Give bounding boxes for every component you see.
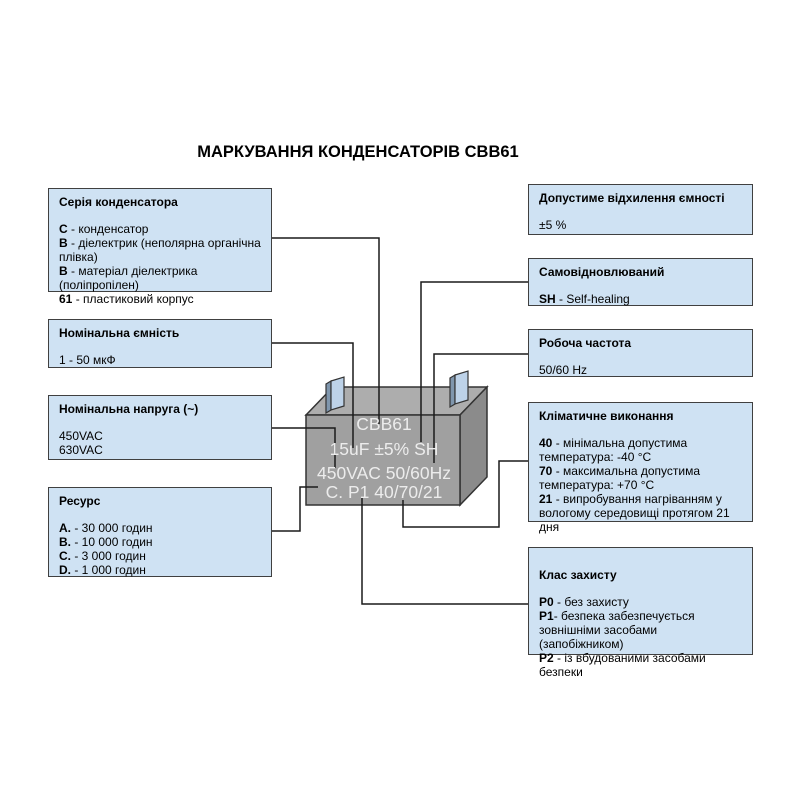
box-header: Номінальна ємність xyxy=(59,326,180,340)
box-line: 630VAC xyxy=(59,443,103,457)
box-line: P0 - без захисту xyxy=(539,595,629,609)
box-line: 50/60 Hz xyxy=(539,363,588,377)
box-line: P2 - із вбудованими засобами безпеки xyxy=(539,651,706,679)
box-header: Кліматичне виконання xyxy=(539,409,674,423)
box-line: C - конденсатор xyxy=(59,222,149,236)
box-header: Самовідновлюваний xyxy=(539,265,665,279)
box-items xyxy=(539,436,742,534)
page-title: МАРКУВАННЯ КОНДЕНСАТОРІВ CBB61 xyxy=(197,143,519,161)
terminal-right-side-icon xyxy=(450,375,455,407)
label-box-voltage xyxy=(48,395,272,460)
box-line: B - матеріал діелектрика (поліпропілен) xyxy=(59,264,198,292)
box-line: C. - 3 000 годин xyxy=(59,549,146,563)
marking-line-4: C. P1 40/70/21 xyxy=(325,482,443,502)
label-box-lifetime xyxy=(48,487,272,577)
connector-protection xyxy=(362,497,528,604)
label-box-series xyxy=(48,188,272,306)
terminal-right-icon xyxy=(455,371,468,404)
box-items xyxy=(59,429,261,457)
label-box-capacitance xyxy=(48,319,272,368)
terminal-left-side-icon xyxy=(326,381,331,413)
box-header: Номінальна напруга (~) xyxy=(59,402,199,416)
box-line: ±5 % xyxy=(539,218,567,232)
label-box-protection xyxy=(528,547,753,679)
box-line: 450VAC xyxy=(59,429,103,443)
box-line: D. - 1 000 годин xyxy=(59,563,146,577)
box-line: 70 - максимальна допустима температура: +70 °C xyxy=(539,464,701,492)
box-items xyxy=(539,363,742,377)
box-items xyxy=(59,222,261,306)
box-header: Допустиме відхилення ємності xyxy=(539,191,725,205)
box-header: Ресурс xyxy=(59,494,101,508)
box-line: 61 - пластиковий корпус xyxy=(59,292,194,306)
label-box-selfhealing xyxy=(528,258,753,306)
marking-line-3: 450VAC 50/60Hz xyxy=(317,463,451,483)
label-box-frequency xyxy=(528,329,753,377)
box-line: B. - 10 000 годин xyxy=(59,535,153,549)
box-header: Серія конденсатора xyxy=(59,195,178,209)
marking-line-2: 15uF ±5% SH xyxy=(329,439,439,459)
box-items xyxy=(539,218,742,232)
marking-line-1: CBB61 xyxy=(356,414,412,434)
box-items xyxy=(539,292,742,306)
box-items xyxy=(59,353,261,367)
label-box-climate xyxy=(528,402,753,534)
box-line: 21 - випробування нагріванням у вологому середовищі протягом 21 дня xyxy=(539,492,730,534)
label-box-tolerance xyxy=(528,184,753,235)
box-items xyxy=(59,521,261,577)
box-items xyxy=(539,595,742,679)
box-header: Клас захисту xyxy=(539,568,617,582)
box-line: 40 - мінімальна допустима температура: -40 °C xyxy=(539,436,688,464)
box-line: P1- безпека забезпечується зовнішніми засобами (запобіжником) xyxy=(539,609,695,651)
terminal-left-icon xyxy=(331,377,344,410)
box-line: 1 - 50 мкФ xyxy=(59,353,116,367)
box-line: A. - 30 000 годин xyxy=(59,521,153,535)
box-line: B - діелектрик (неполярна органічна плівка) xyxy=(59,236,261,264)
box-header: Робоча частота xyxy=(539,336,632,350)
box-line: SH - Self-healing xyxy=(539,292,630,306)
